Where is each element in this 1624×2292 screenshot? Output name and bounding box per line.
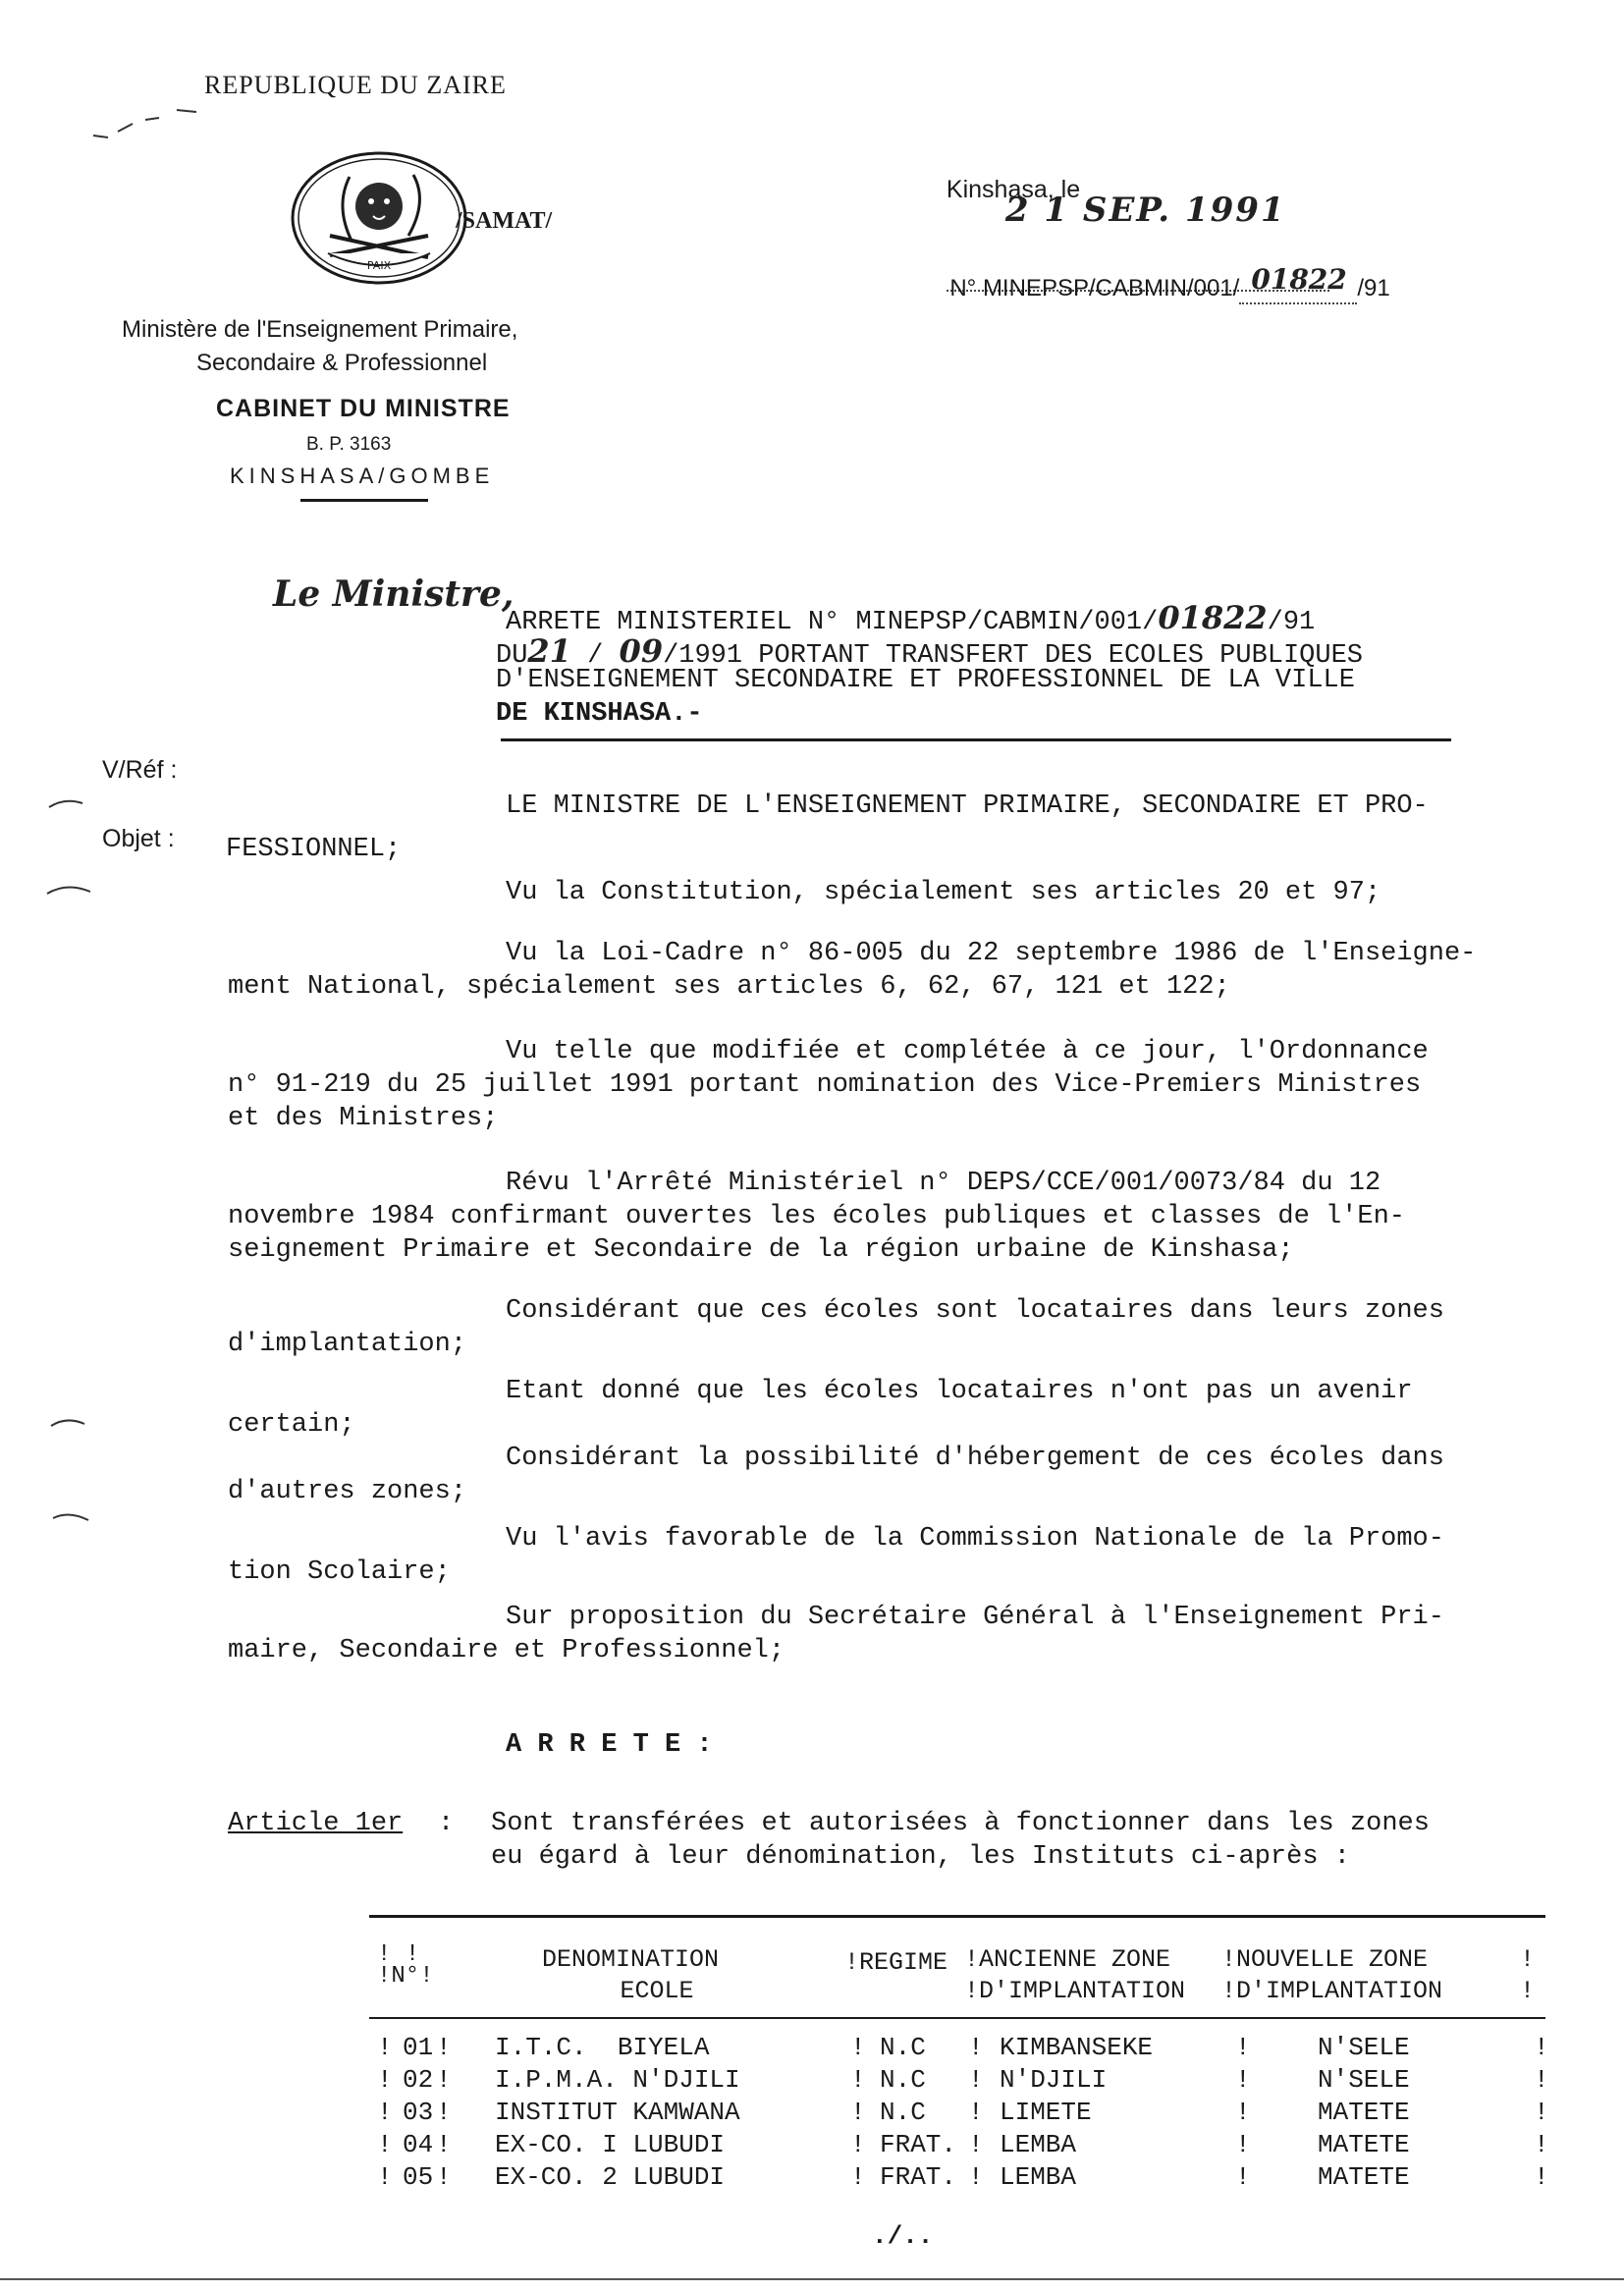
- school-name: EX-CO. I LUBUDI: [495, 2130, 726, 2159]
- row-sep: !: [1235, 2130, 1251, 2159]
- cabinet-heading: CABINET DU MINISTRE: [216, 395, 511, 422]
- row-sep: !: [377, 2098, 408, 2127]
- pen-scribble-mark: [88, 98, 216, 147]
- table-header-divider: [369, 2017, 1545, 2019]
- row-sep: !: [850, 2098, 882, 2127]
- margin-marks: [45, 786, 104, 1532]
- school-new-zone: MATETE: [1318, 2130, 1410, 2159]
- ordonnance-clause-line2: n° 91-219 du 25 juillet 1991 portant nomination des Vice-Premiers Ministres: [228, 1070, 1422, 1100]
- row-sep: !: [1235, 2162, 1251, 2192]
- school-number: 04: [403, 2130, 434, 2159]
- proposition-clause-line1: Sur proposition du Secrétaire Général à l'Enseignement Pri-: [506, 1603, 1444, 1632]
- national-emblem-icon: [291, 147, 467, 285]
- article-1-text-line1: Sont transférées et autorisées à fonctionner dans les zones: [491, 1809, 1430, 1838]
- arrete-ref-clause-line3: seignement Primaire et Secondaire de la région urbaine de Kinshasa;: [228, 1235, 1294, 1265]
- school-regime: N.C: [880, 2065, 926, 2095]
- school-name: I.P.M.A. N'DJILI: [495, 2065, 740, 2095]
- letterhead-divider: [300, 499, 428, 502]
- school-number: 01: [403, 2033, 434, 2062]
- row-sep: !: [377, 2162, 408, 2192]
- arrete-ref-clause-line2: novembre 1984 confirmant ouvertes les écoles publiques et classes de l'En-: [228, 1202, 1405, 1231]
- locataires-clause-line1: Considérant que ces écoles sont locataires dans leurs zones: [506, 1296, 1444, 1326]
- school-old-zone: LIMETE: [1000, 2098, 1092, 2127]
- row-sep: !: [850, 2065, 882, 2095]
- school-regime: FRAT.: [880, 2162, 957, 2192]
- row-sep: !: [968, 2130, 1000, 2159]
- republic-heading: REPUBLIQUE DU ZAIRE: [204, 71, 507, 99]
- row-sep: !: [968, 2098, 1000, 2127]
- decree-title-line1: ARRETE MINISTERIEL N° MINEPSP/CABMIN/001/01822/91: [506, 599, 1316, 637]
- avenir-clause-line1: Etant donné que les écoles locataires n'ont pas un avenir: [506, 1377, 1413, 1406]
- loi-cadre-clause-line2: ment National, spécialement ses articles 6, 62, 67, 121 et 122;: [228, 972, 1230, 1002]
- constitution-clause: Vu la Constitution, spécialement ses articles 20 et 97;: [506, 878, 1381, 907]
- school-number: 02: [403, 2065, 434, 2095]
- row-sep: !: [1534, 2098, 1549, 2127]
- table-header-denomination: DENOMINATION ECOLE: [542, 1945, 720, 2005]
- page-continuation: ./..: [872, 2221, 934, 2251]
- row-sep: !: [1534, 2033, 1549, 2062]
- hebergement-clause-line1: Considérant la possibilité d'hébergement de ces écoles dans: [506, 1444, 1444, 1473]
- school-regime: N.C: [880, 2098, 926, 2127]
- school-new-zone: N'SELE: [1318, 2033, 1410, 2062]
- reference-line: [937, 247, 1390, 304]
- reference-handwritten: 01822: [1251, 263, 1347, 296]
- emblem-motto: PAIX: [366, 259, 392, 272]
- row-sep: !: [850, 2130, 882, 2159]
- commission-clause-line2: tion Scolaire;: [228, 1557, 451, 1587]
- ordonnance-clause-line1: Vu telle que modifiée et complétée à ce jour, l'Ordonnance: [506, 1037, 1429, 1066]
- decree-day-handwritten: 21: [527, 632, 571, 670]
- school-name: EX-CO. 2 LUBUDI: [495, 2162, 726, 2192]
- school-regime: N.C: [880, 2033, 926, 2062]
- decree-title-line4: DE KINSHASA.-: [496, 699, 703, 729]
- table-header-nouvelle-zone: !NOUVELLE ZONE !D'IMPLANTATION: [1221, 1945, 1443, 2005]
- arrete-heading: A R R E T E :: [506, 1730, 713, 1760]
- objet-label: Objet :: [102, 825, 175, 852]
- preamble-line2: FESSIONNEL;: [226, 835, 402, 864]
- row-sep: !: [436, 2162, 452, 2192]
- school-regime: FRAT.: [880, 2130, 957, 2159]
- row-sep: !: [1534, 2130, 1549, 2159]
- row-sep: !: [377, 2065, 408, 2095]
- row-sep: !: [968, 2033, 1000, 2062]
- decree-month-handwritten: 09: [619, 632, 664, 670]
- commission-clause-line1: Vu l'avis favorable de la Commission Nationale de la Promo-: [506, 1524, 1444, 1554]
- decree-title-line3: D'ENSEIGNEMENT SECONDAIRE ET PROFESSIONNEL DE LA VILLE: [496, 666, 1355, 695]
- row-sep: !: [1235, 2065, 1251, 2095]
- row-sep: !: [850, 2162, 882, 2192]
- row-sep: !: [1534, 2162, 1549, 2192]
- reference-suffix: /91: [1357, 275, 1390, 301]
- row-sep: !: [1235, 2033, 1251, 2062]
- row-sep: !: [377, 2130, 408, 2159]
- samat-code: /SAMAT/: [456, 208, 553, 234]
- table-header-right-edge: ! !: [1520, 1945, 1536, 2005]
- school-new-zone: MATETE: [1318, 2162, 1410, 2192]
- school-number: 05: [403, 2162, 434, 2192]
- decree-title-line2: DU21 / 09/1991 PORTANT TRANSFERT DES ECOLES PUBLIQUES: [496, 632, 1363, 671]
- reference-number-field: [1239, 263, 1357, 304]
- scan-bottom-edge: [0, 2278, 1624, 2280]
- school-old-zone: LEMBA: [1000, 2162, 1077, 2192]
- school-number: 03: [403, 2098, 434, 2127]
- arrete-ref-clause-line1: Révu l'Arrêté Ministériel n° DEPS/CCE/001/0073/84 du 12: [506, 1169, 1381, 1198]
- row-sep: !: [436, 2098, 452, 2127]
- avenir-clause-line2: certain;: [228, 1410, 355, 1440]
- school-name: INSTITUT KAMWANA: [495, 2098, 740, 2127]
- school-old-zone: N'DJILI: [1000, 2065, 1108, 2095]
- row-sep: !: [850, 2033, 882, 2062]
- title-underline: [501, 738, 1451, 741]
- city-line: KINSHASA/GOMBE: [230, 464, 495, 488]
- article-1-text-line2: eu égard à leur dénomination, les Instituts ci-après :: [491, 1842, 1350, 1872]
- decree-number-handwritten: 01822: [1158, 599, 1268, 636]
- row-sep: !: [968, 2065, 1000, 2095]
- school-name: I.T.C. BIYELA: [495, 2033, 710, 2062]
- preamble-line1: LE MINISTRE DE L'ENSEIGNEMENT PRIMAIRE, SECONDAIRE ET PRO-: [506, 791, 1429, 821]
- row-sep: !: [1534, 2065, 1549, 2095]
- row-sep: !: [436, 2065, 452, 2095]
- school-new-zone: N'SELE: [1318, 2065, 1410, 2095]
- ordonnance-clause-line3: et des Ministres;: [228, 1104, 499, 1133]
- row-sep: !: [1235, 2098, 1251, 2127]
- article-1-colon: :: [438, 1809, 455, 1838]
- ministry-name-line2: Secondaire & Professionnel: [196, 350, 488, 376]
- date-handwritten: 2 1 SEP. 1991: [1004, 191, 1286, 230]
- ministry-name-line1: Ministère de l'Enseignement Primaire,: [122, 316, 518, 343]
- school-new-zone: MATETE: [1318, 2098, 1410, 2127]
- row-sep: !: [377, 2033, 408, 2062]
- table-header-no: ! ! !N°!: [377, 1941, 434, 1990]
- table-header-regime: !REGIME: [844, 1948, 948, 1977]
- article-1-label: Article 1er: [228, 1809, 404, 1838]
- hebergement-clause-line2: d'autres zones;: [228, 1477, 467, 1506]
- vref-label: V/Réf :: [102, 756, 178, 784]
- row-sep: !: [436, 2033, 452, 2062]
- proposition-clause-line2: maire, Secondaire et Professionnel;: [228, 1636, 785, 1665]
- loi-cadre-clause-line1: Vu la Loi-Cadre n° 86-005 du 22 septembre 1986 de l'Enseigne-: [506, 939, 1477, 968]
- place-prefix: Kinshasa, le: [946, 176, 1081, 203]
- table-header-ancienne-zone: !ANCIENNE ZONE !D'IMPLANTATION: [964, 1945, 1186, 2005]
- le-ministre-signature-title: Le Ministre,: [273, 573, 514, 615]
- row-sep: !: [436, 2130, 452, 2159]
- table-top-border: [369, 1915, 1545, 1918]
- school-old-zone: KIMBANSEKE: [1000, 2033, 1154, 2062]
- school-old-zone: LEMBA: [1000, 2130, 1077, 2159]
- postal-box: B. P. 3163: [306, 434, 392, 455]
- reference-prefix: N° MINEPSP/CABMIN/001/: [949, 275, 1240, 301]
- row-sep: !: [968, 2162, 1000, 2192]
- locataires-clause-line2: d'implantation;: [228, 1330, 467, 1359]
